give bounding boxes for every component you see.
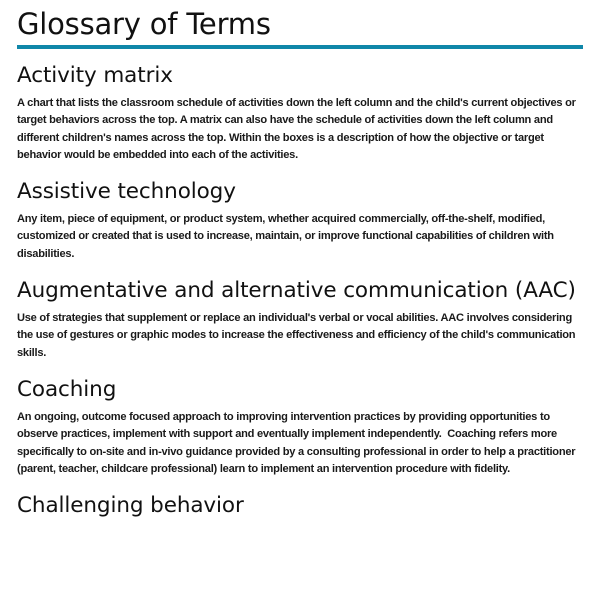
glossary-entry-assistive-technology	[17, 179, 583, 263]
title-divider	[17, 45, 583, 49]
term-definition: Use of strategies that supplement or replace an individual's verbal or vocal abilities. AAC involves considering the use of gestures or graphic modes to increase the effectiveness and efficiency of the child's communication skills.	[17, 312, 579, 359]
page-title: Glossary of Terms	[17, 7, 271, 41]
glossary-entry-challenging-behavior	[17, 493, 583, 519]
term-heading: Augmentative and alternative communication (AAC)	[17, 278, 576, 304]
term-heading: Activity matrix	[17, 63, 173, 88]
glossary-entry-activity-matrix	[17, 63, 583, 164]
term-definition: Any item, piece of equipment, or product system, whether acquired commercially, off-the-shelf, modified, customized or created that is used to increase, maintain, or improve functional capabilities of children with disabilities.	[17, 213, 557, 260]
glossary-entry-coaching	[17, 377, 583, 478]
term-definition: A chart that lists the classroom schedule of activities down the left column and the child's current objectives or target behaviors across the top. A matrix can also have the schedule of activities down the left column and different children's names across the top. Within the boxes is a description of how the objective or target behavior would be embedded into each of the activities.	[17, 97, 579, 161]
term-heading: Challenging behavior	[17, 493, 244, 519]
term-heading: Coaching	[17, 376, 117, 402]
glossary-entry-aac	[17, 278, 583, 362]
term-heading: Assistive technology	[17, 179, 236, 205]
term-definition: An ongoing, outcome focused approach to improving intervention practices by providing opportunities to observe practices, implement with support and eventually implement independently. Coaching refers more specifically to on-site and in-vivo guidance provided by a consulting professional in order to help a practitioner (parent, teacher, childcare professional) learn to implement an intervention procedure with fidelity.	[17, 410, 579, 475]
